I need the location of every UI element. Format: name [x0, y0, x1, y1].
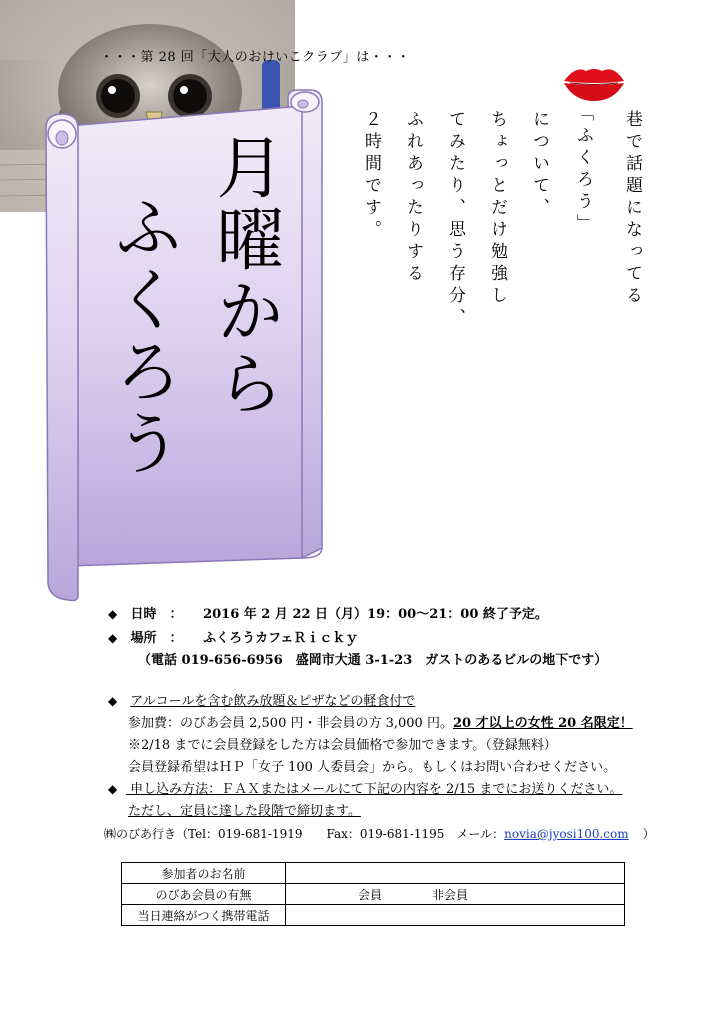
membership-label: のびあ会員の有無: [122, 884, 286, 905]
table-row: [122, 884, 625, 905]
event-place: [108, 627, 358, 646]
contact-email-link[interactable]: novia@jyosi100.com: [504, 827, 629, 841]
poem-line-3: について、: [529, 110, 549, 220]
contact-suffix: ）: [642, 827, 655, 841]
title-monday: 月曜から: [205, 132, 284, 420]
apply-method: [108, 778, 622, 797]
alcohol-text: アルコールを含む飲み放題＆ピザなどの軽食付で: [130, 694, 416, 709]
lips-icon: [562, 63, 626, 103]
event-date: [108, 603, 548, 622]
membership-field[interactable]: [286, 884, 625, 905]
fee-limit: 20 才以上の女性 20 名限定！: [452, 716, 633, 731]
name-label: 参加者のお名前: [122, 863, 286, 884]
table-row: [122, 863, 625, 884]
header-line: ・・・第 28 回「大人のおけいこクラブ」は・・・: [100, 50, 411, 65]
place-detail: （電話 019-656-6956 盛岡市大通 3-1-23 ガストのあるビルの地下です）: [138, 653, 608, 668]
note-homepage: 会員登録希望はＨＰ「女子 100 人委員会」から。もしくはお問い合わせください。: [128, 760, 617, 775]
diamond-bullet-icon: ◆: [108, 694, 118, 708]
date-label: 日時 ：: [130, 607, 183, 622]
non-member-option[interactable]: 非会員: [432, 887, 469, 902]
phone-field[interactable]: [286, 905, 625, 926]
table-row: [122, 905, 625, 926]
fee-line: [128, 712, 633, 731]
contact-prefix: ㈱のびあ行き（Tel：019-681-1919 Fax：019-681-1195 メール：: [104, 827, 505, 841]
poem-line-5: てみたり、思う存分、: [445, 110, 465, 330]
phone-label: 当日連絡がつく携帯電話: [122, 905, 286, 926]
diamond-bullet-icon: ◆: [108, 631, 118, 645]
contact-line: [104, 825, 655, 842]
application-form-table: [121, 862, 625, 926]
place-value: ふくろうカフェＲｉｃｋｙ: [203, 631, 359, 646]
member-option[interactable]: 会員: [358, 887, 383, 902]
poem-line-2: 「ふくろう」: [573, 104, 593, 236]
name-field[interactable]: [286, 863, 625, 884]
apply-text: 申し込み方法：ＦＡＸまたはメールにて下記の内容を 2/15 までにお送りください。: [130, 782, 623, 797]
apply-deadline: ただし、定員に達した段階で締切ます。: [128, 804, 361, 819]
fee-text: 参加費：のびあ会員 2,500 円・非会員の方 3,000 円。: [128, 716, 453, 731]
diamond-bullet-icon: ◆: [108, 607, 118, 621]
poem-line-7: ２時間です。: [361, 110, 381, 242]
diamond-bullet-icon: ◆: [108, 782, 118, 796]
date-value: 2016 年 2 月 22 日（月）19：00～21：00 終了予定。: [203, 607, 548, 622]
poem-line-4: ちょっとだけ勉強し: [487, 110, 507, 308]
poem-line-6: ふれあったりする: [403, 110, 423, 286]
bullet-alcohol: [108, 690, 415, 709]
scroll-banner: [40, 88, 340, 608]
note-registration: ※2/18 までに会員登録をした方は会員価格で参加できます。（登録無料）: [128, 738, 557, 753]
title-fukurou: ふくろう: [103, 192, 182, 480]
poem-line-1: 巷で話題になってる: [622, 110, 642, 308]
place-label: 場所 ：: [130, 631, 183, 646]
